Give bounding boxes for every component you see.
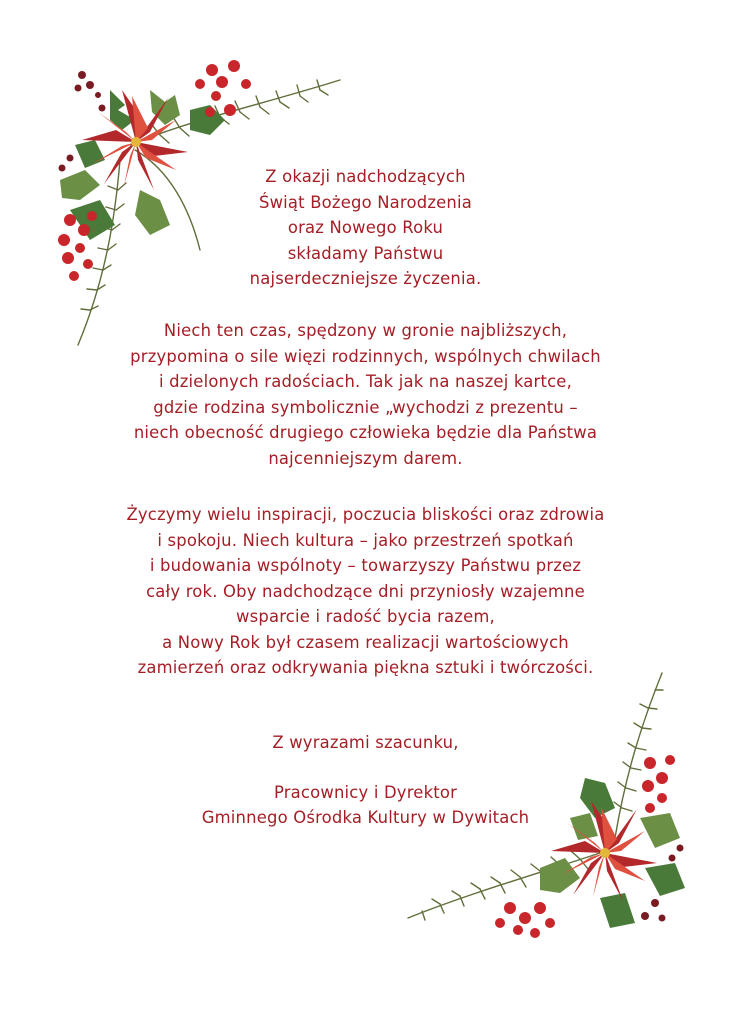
paragraph-line: i dzielonych radościach. Tak jak na naszej kartce, <box>158 372 572 391</box>
paragraph-line: cały rok. Oby nadchodzące dni przyniosły wzajemne <box>146 581 585 601</box>
paragraph-line: Życzymy wielu inspiracji, poczucia bliskości oraz zdrowia <box>126 505 605 524</box>
greeting-line: składamy Państwu <box>287 243 444 263</box>
paragraph-line: przypomina o sile więzi rodzinnych, wspólnych chwilach <box>130 346 601 366</box>
paragraph-line: a Nowy Rok był czasem realizacji wartościowych <box>162 632 569 652</box>
greeting-line: Z okazji nadchodzących <box>265 167 466 186</box>
greeting-line: najserdeczniejsze życzenia. <box>249 269 482 288</box>
paragraph-line: gdzie rodzina symbolicznie „wychodzi z prezentu – <box>153 397 578 417</box>
wishes-paragraph-2 <box>0 502 731 681</box>
paragraph-line: Niech ten czas, spędzony w gronie najbliższych, <box>163 321 568 340</box>
closing-text: Z wyrazami szacunku, <box>272 733 459 752</box>
paragraph-line: najcenniejszym darem. <box>268 448 463 468</box>
paragraph-line: niech obecność drugiego człowieka będzie dla Państwa <box>133 423 598 442</box>
greeting-line: oraz Nowego Roku <box>287 218 444 237</box>
greeting-line: Świąt Bożego Narodzenia <box>258 192 473 212</box>
paragraph-line: i budowania wspólnoty – towarzyszy Państwu przez <box>149 556 582 575</box>
greeting-block <box>0 164 731 292</box>
signature-line: Pracownicy i Dyrektor <box>273 783 458 802</box>
signature-line: Gminnego Ośrodka Kultury w Dywitach <box>201 808 530 827</box>
paragraph-line: wsparcie i radość bycia razem, <box>236 607 495 626</box>
paragraph-line: zamierzeń oraz odkrywania piękna sztuki i twórczości. <box>137 658 594 677</box>
wishes-paragraph-1 <box>0 318 731 471</box>
paragraph-line: i spokoju. Niech kultura – jako przestrzeń spotkań <box>157 530 574 550</box>
poinsettia-decoration-bottom-right <box>400 668 700 958</box>
